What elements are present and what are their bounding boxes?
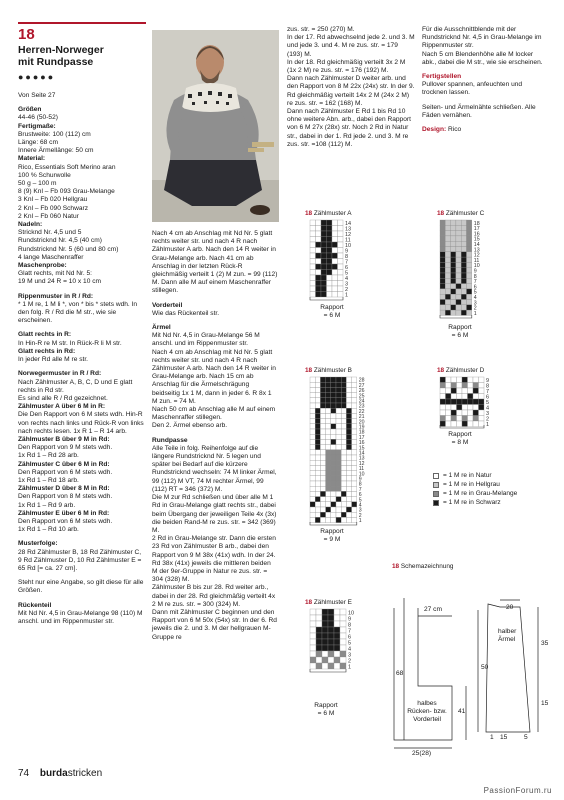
glatt-heading: Glatt rechts in R: [18,331,72,339]
zd-heading: Zählmuster D über 8 M in Rd: [18,485,110,493]
svg-text:8: 8 [345,254,349,260]
vorderteil-text: Wie das Rückenteil str. [152,309,220,317]
pattern-number: 18 [18,26,35,43]
nadeln-text: Stricknd Nr. 4,5 und 5 Rundstricknd Nr. 4,5 (40 cm) Rundstricknd Nr. 5 (60 und 80 cm) 4 lange Maschenraffer [18,229,119,261]
chart-d-grid [440,377,489,428]
ze-heading: Zählmuster E über 6 M in Rd: [18,509,110,517]
svg-text:27: 27 [358,382,365,389]
svg-text:9: 9 [486,378,490,384]
svg-text:18: 18 [358,429,365,436]
schema-title: 18 Schemazeichnung [392,563,454,570]
svg-text:4: 4 [348,646,352,653]
svg-text:2: 2 [486,416,490,423]
svg-text:7: 7 [348,628,352,635]
col4-text: Für die Ausschnittblende mit der Rundstricknd Nr. 4,5 in Grau-Melange im Rippenmuster str. Nach 5 cm Blendenhöhe alle M locker abk., dabei die M str., wie sie erscheinen. [422,26,543,66]
schema-w27: 27 cm [424,606,442,613]
chart-d-title: 18 Zählmuster D [437,367,485,374]
rueckenteil-text: Mit Nd Nr. 4,5 in Grau-Melange 98 (110) M anschl. und im Rippenmuster str. [18,609,143,625]
groessen-heading: Größen [18,106,42,114]
column-1 [18,92,146,626]
svg-text:2: 2 [348,658,352,665]
svg-text:1: 1 [348,664,352,671]
glatt-rd-text: In jeder Rd alle M re str. [18,356,88,364]
rundpasse-text: Alle Teile in folg. Reihenfolge auf die längere Rundstricknd Nr. 5 legen und später bei Bedarf auf die kürzere Rundstricknd wechseln: 74 M linker Ärmel, 99 (112) M VT, 74 M rechter Ärmel, 99 (112) RT = 346 (372) M. Die M zur Rd schließen und über alle M 1 Rd in Grau-Melange glatt rechts str., dabei beim Übergang der jeweiligen Teile 4x (3x) die beiden Rand-M re zus. str. = 342 (369) M. 2 Rd in Grau-Melange str. Dann die ersten 23 Rd von Zählmuster B arb., dabei den Rapport von 9 M 38x (41x) wdh. In der 24. Rd 38x (41x) jeweils die mittleren beiden M der 9er-Gruppe in Natur re zus. str. = 304 (328) M. Zählmuster B bis zur 28. Rd weiter arb., dabei in der 28. Rd gleichmäßig verteilt 4x 2 M re zus. str. = 300 (324) M. Dann mit Zählmuster C beginnen und den Rapport von 6 M 50x (54x) str. In der 6. Rd jeweils die 2. und 3. M der hellgrauen M-Gruppe re [152,444,277,641]
rapport-c-label: Rapport = 6 M [448,324,472,340]
svg-text:5: 5 [358,497,362,504]
schema-h68: 68 [396,670,404,677]
norw-text: Nach Zählmuster A, B, C, D und E glatt rechts in Rd str. Es sind alle R / Rd gezeichnet. [18,378,133,402]
aermel-text: Mit Nd Nr. 4,5 in Grau-Melange 56 M anschl. und im Rippenmuster str. Nach 4 cm ab Anschlag mit Nd Nr. 5 glatt rechts weiter str. und nach 4 R nach Zählmuster A arb. Nach den 14 R weiter in Grau-Melange arb. Nach 15 cm ab Anschlag für die Ärmelschrägung beidseitig 1x 1 M, dann in jeder 6. R 8x 1 M zun. = 74 M. Nach 50 cm ab Anschlag alle M auf einem Maschenraffer stillegen. Den 2. Ärmel ebenso arb. [152,332,276,430]
svg-text:5: 5 [345,270,349,277]
chart-b-title: 18 Zählmuster B [305,367,352,374]
schema-h41: 41 [458,708,466,715]
schema-w15: 15 [500,734,508,741]
ze-text: Den Rapport von 6 M stets wdh. 1x Rd 1 – Rd 10 arb. [18,517,113,534]
svg-text:7: 7 [358,486,362,493]
svg-text:8: 8 [358,481,362,488]
material-heading: Material: [18,155,46,163]
schema-body-label: halbes Rücken- bzw. Vorderteil [407,700,447,724]
svg-text:7: 7 [345,259,349,266]
rapport-d-bracket [440,425,484,428]
svg-text:8: 8 [473,273,477,280]
svg-text:17: 17 [473,226,480,233]
svg-text:9: 9 [358,476,362,483]
svg-text:6: 6 [358,492,362,499]
chart-c-grid [440,220,480,317]
chart-a-title: 18 Zählmuster A [305,210,352,217]
rueckenteil-heading: Rückenteil [18,601,52,609]
design-heading: Design: [422,126,447,134]
svg-text:13: 13 [345,226,352,233]
zc-text: Den Rapport von 6 M stets wdh. 1x Rd 1 – Rd 18 arb. [18,468,113,484]
rundpasse-heading: Rundpasse [152,436,188,444]
svg-text:17: 17 [358,434,365,441]
za-heading: Zählmuster A über 6 M in R: [18,403,106,411]
title-line-1: Herren-Norweger [18,44,104,56]
svg-text:10: 10 [473,263,480,270]
difficulty-dots: ●●●●● [18,72,56,82]
svg-text:10: 10 [345,243,352,249]
maschenprobe-heading: Maschenprobe: [18,262,67,270]
svg-text:7: 7 [486,389,490,395]
svg-text:4: 4 [358,502,362,509]
groessen-text: 44-46 (50-52) [18,114,58,122]
svg-text:6: 6 [473,284,477,291]
svg-text:9: 9 [345,248,349,255]
svg-text:14: 14 [345,221,352,227]
title-line-2: mit Rundpasse [18,56,94,68]
svg-text:13: 13 [473,247,480,254]
material-text: Rico, Essentials Soft Merino aran 100 % Schurwolle 50 g – 100 m 8 (9) Knl – Fb 093 Grau-Melange 3 Knl – Fb 020 Hellgrau 2 Knl – Fb 090 Schwarz 2 Knl – Fb 060 Natur [18,163,116,220]
svg-text:15: 15 [473,236,480,243]
von-seite: Von Seite 27 [18,92,56,99]
chart-c-title: 18 Zählmuster C [437,210,485,217]
schema-h35: 35 [541,640,549,647]
rippen-heading: Rippenmuster in R / Rd: [18,292,94,300]
svg-text:2: 2 [473,305,477,312]
zb-heading: Zählmuster B über 9 M in Rd: [18,435,110,443]
svg-text:28: 28 [358,377,365,384]
svg-text:25: 25 [358,393,365,400]
fertigmasse-text: Brustweite: 100 (112) cm Länge: 68 cm Innere Ärmellänge: 50 cm [18,130,94,155]
schliessen-text: Seiten- und Ärmelnähte schließen. Alle Fäden vernähen. [422,103,536,119]
svg-text:16: 16 [473,231,480,238]
svg-text:23: 23 [358,403,365,410]
col2-cont-text: Nach 4 cm ab Anschlag mit Nd Nr. 5 glatt rechts weiter str. und nach 4 R nach Zählmuster A arb. Nach den 14 R weiter in Grau-Melange arb. Nach 41 cm ab Anschlag in der letzten Rück-R gleichmäßig verteilt 1 (2) M zun. = 99 (112) M. Dann alle M auf einem Maschenraffer stillegen. [152,230,278,295]
chart-e-grid [310,609,354,671]
svg-text:8: 8 [348,622,352,629]
chart-b-grid [310,377,365,524]
svg-text:5: 5 [348,640,352,647]
sleeve-outline [486,604,530,732]
page-title [18,44,148,68]
rapport-e-label: Rapport = 6 M [314,702,338,718]
rapport-d-label: Rapport = 8 M [448,431,472,447]
svg-text:1: 1 [473,310,477,317]
svg-text:3: 3 [486,411,490,417]
brand-name: burdastricken [39,768,103,779]
rippen-text: * 1 M re, 1 M li *, von * bis * stets wdh. In den folg. R / Rd die M str., wie sie erscheinen. [18,300,138,325]
svg-text:19: 19 [358,424,365,431]
schema-w1: 1 [490,734,494,741]
glatt-rd-heading: Glatt rechts in Rd: [18,347,76,355]
rapport-a-label: Rapport = 6 M [320,304,344,320]
svg-text:11: 11 [473,257,480,264]
svg-text:5: 5 [473,289,477,296]
norw-heading: Norwegermuster in R / Rd: [18,370,102,378]
chart-a-grid [310,220,351,299]
rapport-c-bracket [440,315,472,318]
rapport-a-bracket [310,297,343,300]
vorderteil-heading: Vorderteil [152,301,183,309]
svg-text:16: 16 [358,440,365,447]
svg-text:6: 6 [348,634,352,641]
fertig-text: Pullover spannen, anfeuchten und trocknen lassen. [422,81,523,97]
column-2 [152,230,278,642]
zc-heading: Zählmuster C über 6 M in Rd: [18,460,110,468]
musterfolge-text: 28 Rd Zählmuster B, 18 Rd Zählmuster C, 9 Rd Zählmuster D, 10 Rd Zählmuster E = 65 Rd [= ca. 27 cm]. [18,548,142,572]
svg-text:3: 3 [348,652,352,659]
watermark: PassionForum.ru [483,786,552,795]
fertigmasse-heading: Fertigmaße: [18,122,56,130]
svg-text:6: 6 [486,394,490,401]
zd-text: Den Rapport von 8 M stets wdh. 1x Rd 1 – Rd 9 arb. [18,493,113,509]
svg-text:10: 10 [358,471,365,478]
header-rule [18,22,146,24]
svg-text:2: 2 [358,512,362,519]
page-footer [18,768,102,779]
column-3: zus. str. = 250 (270) M. In der 17. Rd abwechselnd jede 2. und 3. M und jede 3. und 4. M re zus. str. = 179 (193) M. In der 18. Rd gleichmäßig verteilt 3x 2 M (1x 2 M) re zus. str. = 176 (192) M. Dann nach Zählmuster D weiter arb. und den Rapport von 8 M 22x (24x) str. In der 9. Rd gleichmäßig verteilt 14x 2 M (24x 2 M) re zus. str. = 162 (168) M. Dann nach Zählmuster E Rd 1 bis Rd 10 ohne weitere Abn. arb., dabei den Rapport von 6 M 27x (28x) str. Noch 2 Rd in Natur str., dabei in der 1. Rd jede 2. und 3. M re zus. str. =108 (112) M. [287,26,415,148]
svg-text:6: 6 [345,265,349,271]
svg-text:9: 9 [348,616,352,623]
maschenprobe-text: Glatt rechts, mit Nd Nr. 5: 19 M und 24 R = 10 x 10 cm [18,270,102,286]
schema-w20: 20 [506,604,514,611]
aermel-heading: Ärmel [152,324,171,332]
model-illustration [152,30,279,222]
chart-e-title: 18 Zählmuster E [305,599,352,606]
sweater-photo [152,30,279,222]
svg-text:2: 2 [345,287,349,293]
svg-text:20: 20 [358,419,365,426]
legend-item-hellgrau: = 1 M re in Hellgrau [433,481,517,488]
design-text: Rico [448,126,462,134]
svg-text:11: 11 [345,237,351,244]
color-legend [433,472,517,508]
svg-text:8: 8 [486,383,490,390]
svg-text:14: 14 [358,450,365,457]
rapport-e-bracket [310,669,346,672]
column-4 [422,26,548,134]
musterfolge-heading: Musterfolge: [18,540,58,548]
schema-halber-aermel: halber Ärmel [498,628,517,644]
svg-text:26: 26 [358,388,365,395]
svg-text:5: 5 [486,400,490,406]
glatt-text: In Hin-R re M str. In Rück-R li M str. [18,339,122,347]
svg-text:14: 14 [473,242,480,248]
svg-text:1: 1 [345,292,349,299]
svg-text:22: 22 [358,408,365,415]
svg-text:7: 7 [473,279,477,286]
schema-w25: 25(28) [412,750,432,757]
svg-text:4: 4 [473,295,477,301]
legend-item-natur: = 1 M re in Natur [433,472,517,479]
svg-text:13: 13 [358,455,365,462]
svg-text:11: 11 [358,466,365,473]
legend-item-schwarz: = 1 M re in Schwarz [433,499,517,506]
zb-text: Den Rapport von 9 M stets wdh. 1x Rd 1 – Rd 28 arb. [18,444,113,460]
legend-item-grau-melange: = 1 M re in Grau-Melange [433,490,517,497]
rapport-b-label: Rapport = 9 M [320,528,344,544]
svg-text:3: 3 [345,281,349,288]
svg-text:3: 3 [473,300,477,307]
za-text: Die Den Rapport von 6 M stets wdh. Hin-R von rechts nach links und Rück-R von links nach rechts lesen. 1x R 1 – R 14 arb. [18,411,144,435]
svg-text:10: 10 [348,610,355,617]
svg-text:4: 4 [486,405,490,412]
svg-text:4: 4 [345,276,349,282]
schema-h15: 15 [541,700,549,707]
svg-text:12: 12 [345,232,352,238]
svg-text:1: 1 [486,422,490,428]
svg-text:18: 18 [473,220,480,227]
hinweis-text: Steht nur eine Angabe, so gilt diese für alle Größen. [18,579,144,595]
svg-text:21: 21 [358,414,365,421]
page-number: 74 [18,768,30,779]
schema-h50: 50 [481,664,489,671]
fertig-heading: Fertigstellen [422,73,462,81]
svg-text:12: 12 [358,460,365,467]
svg-text:9: 9 [473,268,477,275]
svg-text:1: 1 [358,518,362,525]
svg-text:3: 3 [358,507,362,514]
schema-w5: 5 [524,734,528,741]
svg-text:15: 15 [358,445,365,452]
svg-text:12: 12 [473,252,480,259]
nadeln-heading: Nadeln: [18,221,43,229]
rapport-b-bracket [310,522,357,525]
svg-text:24: 24 [358,398,365,405]
